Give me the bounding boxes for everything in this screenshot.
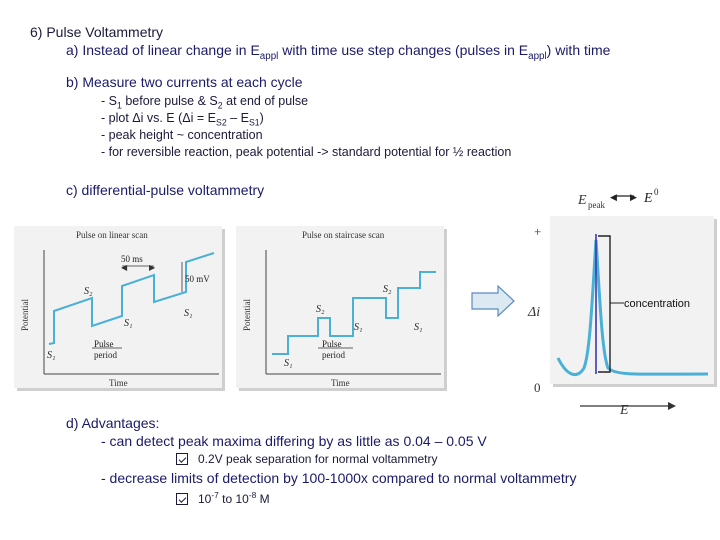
ms-label: 50 ms	[121, 254, 143, 264]
b2-a: - plot Δi vs. E (Δi = E	[101, 111, 216, 125]
shift-arrow-right: ▶	[630, 192, 637, 202]
point-b-bullet-1	[101, 94, 308, 111]
staircase-period-1: Pulse	[322, 339, 342, 349]
peak-figure	[520, 182, 720, 422]
linear-title: Pulse on linear scan	[76, 230, 148, 240]
linear-xlabel: Time	[109, 378, 128, 388]
b2-s2: S1	[248, 117, 260, 128]
item-1-sub-text: 0.2V peak separation for normal voltammetry	[198, 452, 438, 466]
e0-label: E	[644, 191, 653, 206]
point-b-heading: b) Measure two currents at each cycle	[66, 74, 303, 90]
point-a-sub-2: appl	[528, 50, 547, 62]
epeak-label: E	[578, 193, 587, 208]
ms-arrow-right: ▶	[149, 263, 156, 272]
mv-label: 50 mV	[185, 274, 210, 284]
point-b-bullet-4: - for reversible reaction, peak potential -> standard potential for ½ reaction	[101, 145, 512, 159]
lod-c: M	[256, 492, 270, 506]
staircase-scan-figure	[236, 226, 444, 388]
e-axis-label: E	[620, 403, 629, 418]
point-a-text-2: with time use step changes (pulses in E	[278, 42, 529, 58]
staircase-ylabel: Potential	[242, 299, 252, 331]
staircase-title: Pulse on staircase scan	[302, 230, 385, 240]
b1-b: before pulse & S	[121, 94, 218, 108]
point-d-item-1-sub	[176, 452, 437, 466]
point-a	[66, 42, 610, 62]
staircase-s1-c: S₁	[414, 322, 423, 333]
peak-panel-shadow-r	[714, 219, 717, 387]
staircase-pulse-trace	[272, 272, 436, 354]
staircase-s1-b: S₁	[354, 322, 363, 333]
peak-panel-shadow-b	[553, 384, 717, 387]
lod-a: 10	[198, 492, 212, 506]
staircase-scan-svg	[236, 226, 444, 388]
delta-i-label: Δi	[528, 305, 541, 320]
staircase-xlabel: Time	[331, 378, 350, 388]
b1-a: - S	[101, 94, 117, 108]
linear-period-2: period	[94, 350, 117, 360]
linear-ylabel: Potential	[20, 299, 30, 331]
linear-s2: S₂	[84, 286, 93, 297]
point-c-heading: c) differential-pulse voltammetry	[66, 182, 265, 198]
b2-s1: S2	[216, 117, 227, 128]
shift-arrow-left: ◀	[610, 192, 617, 202]
slide-title: 6) Pulse Voltammetry	[30, 24, 164, 40]
b1-c: at end of pulse	[222, 94, 309, 108]
b1-s2: 2	[217, 100, 223, 111]
checkbox-bullet-icon	[176, 493, 188, 505]
e-axis-arrowhead	[668, 402, 676, 410]
linear-s1-b: S₁	[184, 308, 193, 319]
lod-b: to 10	[218, 492, 249, 506]
checkbox-bullet-icon	[176, 453, 188, 465]
point-a-text-1: a) Instead of linear change in E	[66, 42, 260, 58]
point-a-text-3: ) with time	[546, 42, 611, 58]
right-arrow-icon	[470, 284, 516, 318]
linear-s1-a: S₁	[124, 318, 133, 329]
staircase-period-2: period	[322, 350, 345, 360]
linear-period-1: Pulse	[94, 339, 114, 349]
concentration-label: concentration	[624, 298, 691, 310]
point-b-bullet-3: - peak height ~ concentration	[101, 128, 263, 142]
point-d-heading: d) Advantages:	[66, 415, 160, 431]
point-d-item-2: - decrease limits of detection by 100-1000x compared to normal voltammetry	[101, 470, 577, 486]
zero-label: 0	[534, 380, 541, 395]
e0-sup: 0	[654, 187, 659, 197]
linear-scan-figure	[14, 226, 222, 388]
staircase-s2-a: S₂	[316, 304, 325, 315]
lod-e2: -8	[248, 490, 257, 500]
ms-arrow-left: ◀	[121, 263, 128, 272]
staircase-s1-a: S₁	[284, 358, 293, 369]
point-d-item-2-sub	[176, 490, 270, 506]
plus-label: +	[534, 224, 542, 239]
linear-pulse-trace	[49, 253, 214, 344]
point-d-item-1: - can detect peak maxima differing by as little as 0.04 – 0.05 V	[101, 433, 487, 449]
linear-s1-c: S₁	[47, 350, 56, 361]
b2-c: )	[259, 111, 264, 125]
staircase-s2-b: S₂	[383, 284, 392, 295]
lod-e1: -7	[211, 490, 219, 500]
point-a-sub-1: appl	[259, 50, 279, 62]
epeak-sub: peak	[588, 200, 605, 210]
b1-s1: 1	[116, 100, 122, 111]
b2-b: – E	[226, 111, 249, 125]
point-b-bullet-2	[101, 111, 264, 128]
linear-scan-svg	[14, 226, 222, 388]
